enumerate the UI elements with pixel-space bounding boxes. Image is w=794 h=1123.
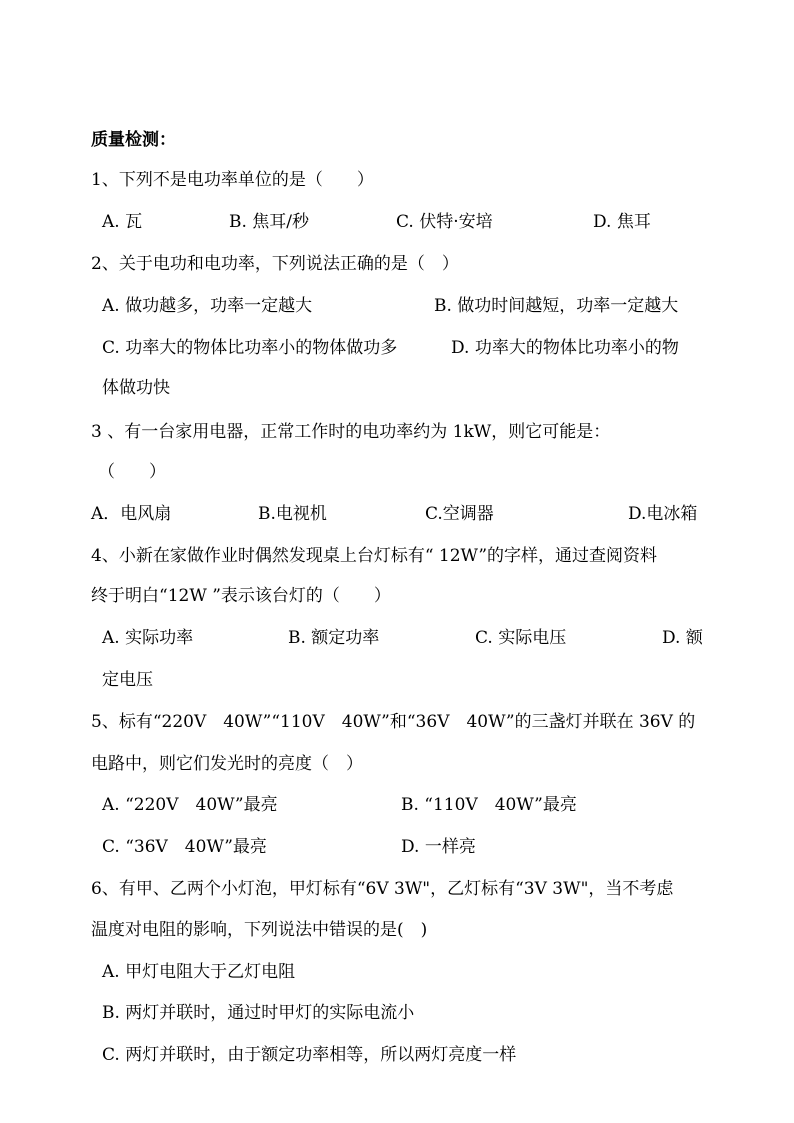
question-3-stem-line-1: 3 、有一台家用电器，正常工作时的电功率约为 1kW，则它可能是： xyxy=(91,422,611,442)
question-3-option-a: A．电风扇 xyxy=(91,504,172,524)
question-5-stem-line-1: 5、标有“220V 40W”“110V 40W”和“36V 40W”的三盏灯并联在 36V 的 xyxy=(91,712,696,732)
question-2-option-d-continued: 体做功快 xyxy=(102,378,170,398)
question-5-option-d: D. 一样亮 xyxy=(401,837,476,857)
question-1-stem: 1、下列不是电功率单位的是（ ） xyxy=(91,170,374,190)
question-2-option-b: B. 做功时间越短，功率一定越大 xyxy=(434,296,679,316)
question-5-option-c: C. “36V 40W”最亮 xyxy=(102,837,267,857)
question-1-option-d: D. 焦耳 xyxy=(593,212,651,232)
question-4-option-d-continued: 定电压 xyxy=(102,670,153,690)
question-4-option-d: D. 额 xyxy=(662,628,703,648)
question-6-stem-line-1: 6、有甲、乙两个小灯泡，甲灯标有“6V 3W"，乙灯标有“3V 3W"，当不考虑 xyxy=(91,879,674,899)
question-2-option-c: C. 功率大的物体比功率小的物体做功多 xyxy=(102,338,398,358)
question-1-option-c: C. 伏特·安培 xyxy=(396,212,493,232)
question-6-option-c: C. 两灯并联时，由于额定功率相等，所以两灯亮度一样 xyxy=(102,1045,517,1065)
question-2-stem: 2、关于电功和电功率，下列说法正确的是（ ） xyxy=(91,254,459,274)
question-3-stem-line-2: （ ） xyxy=(98,462,166,482)
question-1-option-b: B. 焦耳/秒 xyxy=(229,212,310,232)
question-5-option-b: B. “110V 40W”最亮 xyxy=(401,795,577,815)
question-4-stem-line-2: 终于明白“12W ”表示该台灯的（ ） xyxy=(91,586,391,606)
question-5-stem-line-2: 电路中，则它们发光时的亮度（ ） xyxy=(91,754,363,774)
question-3-option-c: C.空调器 xyxy=(425,504,494,524)
question-6-option-b: B. 两灯并联时，通过时甲灯的实际电流小 xyxy=(102,1003,415,1023)
question-2-option-d: D. 功率大的物体比功率小的物 xyxy=(451,338,679,358)
question-2-option-a: A. 做功越多，功率一定越大 xyxy=(102,296,313,316)
question-3-option-b: B.电视机 xyxy=(258,504,327,524)
question-5-option-a: A. “220V 40W”最亮 xyxy=(102,795,278,815)
question-4-stem-line-1: 4、小新在家做作业时偶然发现桌上台灯标有“ 12W”的字样，通过查阅资料 xyxy=(91,546,658,566)
question-6-option-a: A. 甲灯电阻大于乙灯电阻 xyxy=(102,962,296,982)
question-1-option-a: A. 瓦 xyxy=(102,212,143,232)
question-3-option-d: D.电冰箱 xyxy=(628,504,698,524)
question-4-option-a: A. 实际功率 xyxy=(102,628,194,648)
question-4-option-c: C. 实际电压 xyxy=(475,628,567,648)
section-heading: 质量检测： xyxy=(91,130,176,150)
question-4-option-b: B. 额定功率 xyxy=(288,628,380,648)
question-6-stem-line-2: 温度对电阻的影响，下列说法中错误的是( ) xyxy=(91,920,428,940)
